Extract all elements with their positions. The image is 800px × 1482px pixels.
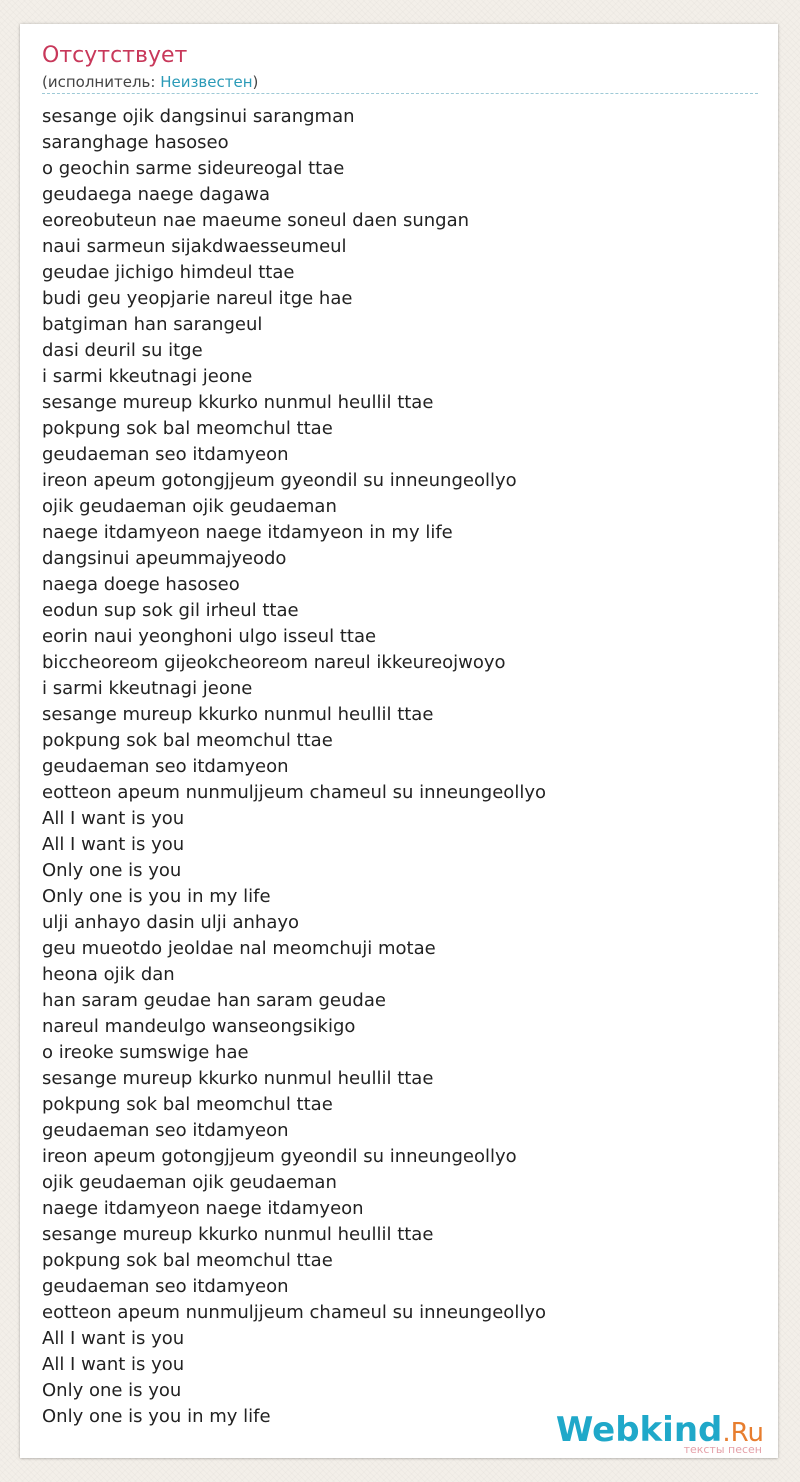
lyric-line: dangsinui apeummajyeodo [42,548,287,569]
logo-name: Webkind [555,1410,723,1450]
artist-prefix: (исполнитель: [42,73,161,91]
lyric-line: eotteon apeum nunmuljjeum chameul su inneungeollyo [42,782,546,803]
lyric-line: sesange mureup kkurko nunmul heullil ttae [42,1224,434,1245]
lyric-line: batgiman han sarangeul [42,314,263,335]
artist-link[interactable]: Неизвестен [160,73,253,91]
lyric-line: eorin naui yeonghoni ulgo isseul ttae [42,626,377,647]
logo-tagline: тексты песен [683,1443,762,1456]
lyric-line: sesange mureup kkurko nunmul heullil ttae [42,1068,434,1089]
lyric-line: naega doege hasoseo [42,574,240,595]
lyric-line: geu mueotdo jeoldae nal meomchuji motae [42,938,436,959]
artist-line [42,72,258,92]
lyric-line: sesange mureup kkurko nunmul heullil ttae [42,704,434,725]
lyric-line: sesange mureup kkurko nunmul heullil ttae [42,392,434,413]
lyric-line: Only one is you in my life [42,886,271,907]
lyric-line: naui sarmeun sijakdwaesseumeul [42,236,347,257]
song-title: Отсутствует [42,43,188,68]
lyric-line: o geochin sarme sideureogal ttae [42,158,345,179]
lyric-line: geudae jichigo himdeul ttae [42,262,295,283]
lyric-line: pokpung sok bal meomchul ttae [42,1094,333,1115]
header-divider [42,93,758,94]
lyric-line: All I want is you [42,808,185,829]
lyric-line: pokpung sok bal meomchul ttae [42,730,333,751]
lyric-line: pokpung sok bal meomchul ttae [42,1250,333,1271]
lyric-line: naege itdamyeon naege itdamyeon in my life [42,522,453,543]
lyric-line: Only one is you in my life [42,1406,271,1427]
lyric-line: ojik geudaeman ojik geudaeman [42,1172,337,1193]
lyric-line: eoreobuteun nae maeume soneul daen sungan [42,210,470,231]
lyric-line: saranghage hasoseo [42,132,229,153]
lyrics-text [42,104,546,1430]
lyric-line: Only one is you [42,1380,182,1401]
artist-suffix: ) [252,73,259,91]
site-logo[interactable] [555,1410,772,1456]
lyric-line: ulji anhayo dasin ulji anhayo [42,912,300,933]
lyric-line: geudaeman seo itdamyeon [42,756,289,777]
lyrics-card [20,24,778,1458]
logo-domain: .Ru [722,1418,764,1448]
lyric-line: sesange ojik dangsinui sarangman [42,106,355,127]
lyric-line: geudaeman seo itdamyeon [42,1120,289,1141]
lyric-line: eotteon apeum nunmuljjeum chameul su inneungeollyo [42,1302,546,1323]
lyric-line: eodun sup sok gil irheul ttae [42,600,299,621]
lyric-line: geudaeman seo itdamyeon [42,444,289,465]
lyric-line: All I want is you [42,1328,185,1349]
lyric-line: ireon apeum gotongjjeum gyeondil su inneungeollyo [42,1146,517,1167]
lyric-line: naege itdamyeon naege itdamyeon [42,1198,364,1219]
lyric-line: pokpung sok bal meomchul ttae [42,418,333,439]
lyric-line: heona ojik dan [42,964,175,985]
lyric-line: Only one is you [42,860,182,881]
lyric-line: All I want is you [42,834,185,855]
lyric-line: i sarmi kkeutnagi jeone [42,678,253,699]
lyric-line: han saram geudae han saram geudae [42,990,386,1011]
lyric-line: budi geu yeopjarie nareul itge hae [42,288,353,309]
lyric-line: All I want is you [42,1354,185,1375]
lyric-line: geudaega naege dagawa [42,184,271,205]
lyric-line: o ireoke sumswige hae [42,1042,249,1063]
lyric-line: i sarmi kkeutnagi jeone [42,366,253,387]
lyric-line: dasi deuril su itge [42,340,203,361]
lyric-line: ireon apeum gotongjjeum gyeondil su inneungeollyo [42,470,517,491]
lyric-line: nareul mandeulgo wanseongsikigo [42,1016,356,1037]
lyric-line: biccheoreom gijeokcheoreom nareul ikkeureojwoyo [42,652,506,673]
lyric-line: ojik geudaeman ojik geudaeman [42,496,337,517]
lyric-line: geudaeman seo itdamyeon [42,1276,289,1297]
